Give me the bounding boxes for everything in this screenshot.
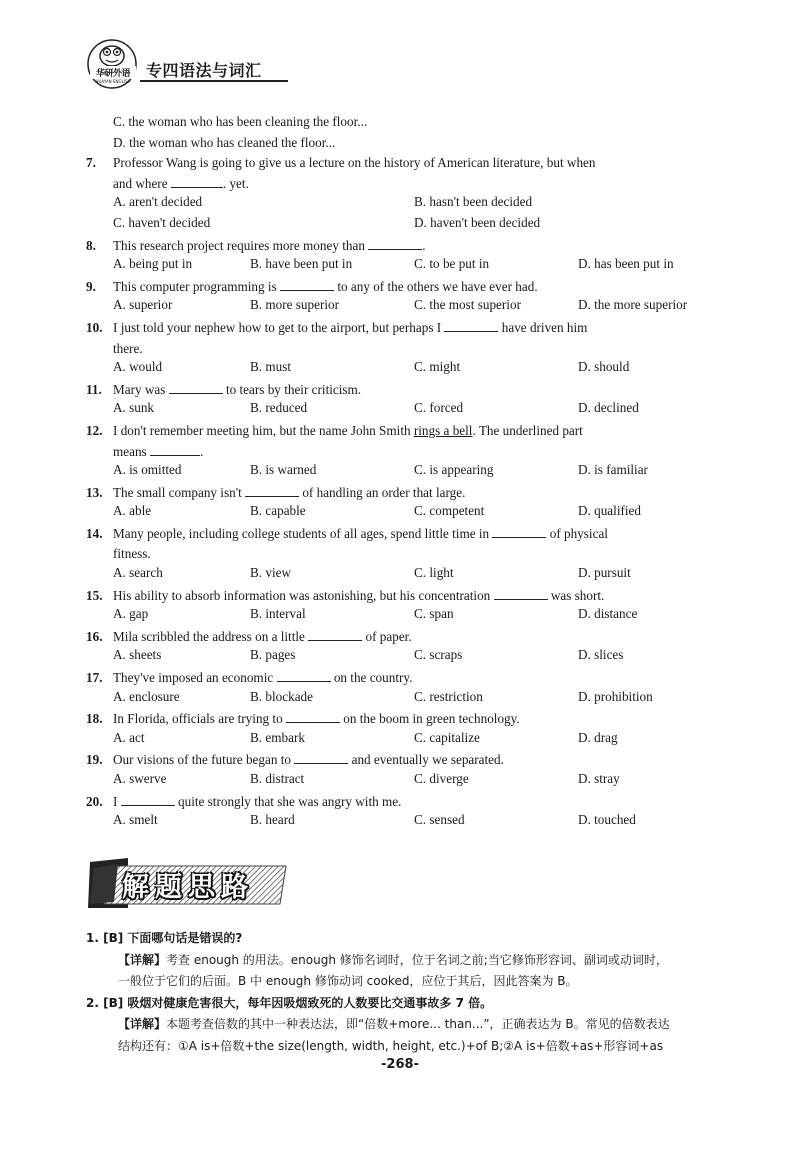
stem-text: yet. (229, 175, 249, 191)
answer-detail: 结构还有：①A is+倍数+the size(length, width, height, etc.)+of B;②A is+倍数+as+形容词+as (118, 1038, 664, 1053)
answer-explanations (86, 928, 736, 1057)
option-c: C. capitalize (414, 729, 480, 745)
question-stem (86, 483, 736, 504)
question-stem (86, 153, 736, 174)
question-stem (86, 380, 736, 401)
logo-text: 华研外语 (90, 66, 136, 79)
underlined-phrase: rings a bell (413, 422, 473, 438)
stem-text: . The underlined part (472, 422, 583, 438)
option-c: C. forced (414, 400, 464, 416)
stem-text: This research project requires more money than (113, 237, 365, 253)
stem-text: Mila scribbled the address on a little (113, 628, 305, 644)
question-stem (86, 524, 736, 545)
stem-text: I don't remember meeting him, but the name John Smith (113, 422, 411, 438)
answer-question: 吸烟对健康危害很大，每年因吸烟致死的人数要比交通事故多 7 倍。 (127, 995, 493, 1010)
option-c: C. diverge (414, 771, 469, 786)
option-b: B. pages (250, 647, 296, 663)
stem-text: In Florida, officials are trying to (113, 711, 283, 727)
question-number: 10. (86, 319, 103, 335)
option-a: A. swerve (113, 771, 167, 786)
question-number: 14. (86, 525, 103, 541)
option-c: C. sensed (414, 812, 465, 828)
options-row (86, 462, 736, 483)
answer-heading (86, 993, 736, 1015)
question-stem (86, 236, 736, 257)
option-d: D. slices (578, 647, 624, 663)
option-b: B. must (250, 359, 292, 375)
option-a: A. is omitted (113, 462, 182, 478)
stem-text: of paper. (365, 628, 412, 644)
option-b: B. is warned (250, 462, 317, 478)
answer-blank (294, 751, 348, 764)
options-row (86, 647, 736, 668)
question-stem (86, 792, 736, 813)
option-c: C. restriction (414, 688, 483, 704)
stem-text: and eventually we separated. (351, 752, 504, 768)
stem-text: was short. (550, 587, 605, 603)
question-stem (86, 318, 736, 339)
stem-text: His ability to absorb information was astonishing, but his concentration (113, 587, 491, 603)
option-b: B. distract (250, 771, 305, 786)
options-row (86, 194, 736, 215)
stem-text: Professor Wang is going to give us a lecture on the history of American literature, but when (113, 155, 596, 171)
options-row (86, 565, 736, 586)
stem-text: I (113, 793, 118, 809)
option-d: D. should (578, 359, 630, 375)
detail-label: 【详解】 (118, 1017, 167, 1031)
option-d: D. is familiar (578, 462, 648, 478)
options-row (86, 297, 736, 318)
option-a: A. gap (113, 606, 149, 622)
option-d: D. pursuit (578, 565, 631, 581)
question-stem (86, 586, 736, 607)
answer-number: 1. (86, 931, 99, 945)
stem-text: This computer programming is (113, 278, 277, 294)
stem-text: They've imposed an economic (113, 670, 274, 686)
answer-blank (150, 443, 200, 456)
question-number: 17. (86, 670, 103, 686)
answer-detail (86, 950, 736, 972)
answer-blank (169, 381, 223, 394)
option-d: D. the more superior (578, 297, 688, 313)
question-stem (86, 750, 736, 771)
question-stem (86, 277, 736, 298)
logo-subtext: HUAYAN ENGLISH (95, 79, 131, 84)
answer-blank (280, 278, 334, 291)
question-number: 12. (86, 422, 103, 438)
answer-number: 2. (86, 995, 99, 1010)
option-d: D. drag (578, 729, 618, 745)
option-d: D. declined (578, 400, 639, 416)
option-d: D. prohibition (578, 688, 653, 704)
options-row (86, 503, 736, 524)
stem-text: I just told your nephew how to get to the airport, but perhaps I (113, 319, 442, 335)
option-d: D. has been put in (578, 256, 674, 272)
answer-blank (286, 710, 340, 723)
option-a: A. aren't decided (113, 194, 203, 210)
option-a: A. sheets (113, 647, 162, 663)
answer-detail: 一般位于它们的后面。B 中 enough 修饰动词 cooked，应位于其后，因此答案为 B。 (118, 974, 578, 988)
option-b: B. reduced (250, 400, 308, 416)
question-number: 9. (86, 278, 96, 294)
option-line: D. the woman who has cleaned the floor... (113, 134, 336, 150)
option-a: A. superior (113, 297, 173, 313)
section-title: 解题思路 (122, 872, 254, 903)
question-number: 13. (86, 484, 103, 500)
question-stem (86, 709, 736, 730)
detail-label: 【详解】 (118, 952, 167, 967)
question-number: 19. (86, 752, 103, 768)
options-row (86, 215, 736, 236)
question-number: 16. (86, 628, 103, 644)
section-banner (88, 858, 288, 908)
options-row (86, 771, 736, 792)
option-b: B. view (250, 565, 292, 581)
answer-blank (492, 525, 546, 538)
question-number: 18. (86, 711, 103, 727)
option-a: A. able (113, 503, 152, 519)
stem-text: The small company isn't (113, 484, 242, 500)
option-d: D. touched (578, 812, 636, 828)
book-title: 专四语法与词汇 (146, 61, 262, 80)
option-a: A. sunk (113, 400, 155, 416)
option-c: C. haven't decided (113, 214, 211, 230)
answer-blank (171, 175, 223, 188)
options-row (86, 359, 736, 380)
stem-text: Many people, including college students of all ages, spend little time in (113, 525, 490, 541)
stem-text: to any of the others we have ever had. (337, 278, 538, 294)
question-stem-cont: fitness. (113, 546, 151, 562)
stem-text: to tears by their criticism. (225, 381, 362, 397)
option-c: C. competent (414, 503, 485, 519)
detail-text: 本题考查倍数的其中一种表达法，即“倍数+more... than...”，正确表达为 B。常见的倍数表达 (166, 1017, 670, 1031)
answer-heading (86, 928, 736, 950)
question-number: 15. (86, 587, 103, 603)
question-number: 11. (86, 381, 102, 397)
question-stem (86, 627, 736, 648)
option-c: C. span (414, 606, 454, 622)
option-c: C. scraps (414, 647, 463, 663)
question-list (86, 112, 736, 833)
stem-text: . (422, 237, 426, 253)
option-c: C. the most superior (414, 297, 521, 313)
option-b: B. heard (250, 812, 295, 828)
option-d: D. qualified (578, 503, 641, 519)
answer-blank (494, 587, 548, 600)
option-a: A. search (113, 565, 163, 581)
page-header (86, 36, 286, 96)
options-row (86, 256, 736, 277)
options-row (86, 606, 736, 627)
answer-blank (121, 793, 175, 806)
stem-text: means (113, 443, 147, 459)
option-d: D. haven't been decided (414, 214, 541, 230)
stem-text: quite strongly that she was angry with me. (178, 793, 402, 809)
option-c: C. light (414, 565, 454, 581)
stem-text: of handling an order that large. (302, 484, 466, 500)
option-c: C. might (414, 359, 461, 375)
option-a: A. smelt (113, 812, 158, 828)
options-row (86, 730, 736, 751)
page-number: -268- (381, 1057, 419, 1072)
option-c: C. is appearing (414, 462, 494, 478)
answer-blank (277, 669, 331, 682)
stem-text: of physical (549, 525, 608, 541)
option-b: B. more superior (250, 297, 339, 313)
option-a: A. being put in (113, 256, 193, 272)
question-stem-cont: and where . yet. (113, 175, 249, 191)
option-a: A. would (113, 359, 163, 375)
stem-text: Mary was (113, 381, 166, 397)
options-row (86, 400, 736, 421)
question-stem (86, 421, 736, 442)
stem-text: and where (113, 175, 168, 191)
answer-blank (444, 319, 498, 332)
stem-text: on the boom in green technology. (343, 711, 520, 727)
stem-text: have driven him (501, 319, 588, 335)
option-b: B. blockade (250, 688, 313, 704)
question-number: 7. (86, 155, 96, 171)
question-stem (86, 668, 736, 689)
option-d: D. distance (578, 606, 638, 622)
question-stem-cont: there. (113, 340, 143, 356)
answer-key: [B] (103, 995, 124, 1010)
option-a: A. act (113, 729, 145, 745)
question-stem-cont (86, 442, 736, 463)
option-a: A. enclosure (113, 688, 180, 704)
option-b: B. hasn't been decided (414, 194, 533, 210)
option-b: B. interval (250, 606, 306, 622)
option-line: C. the woman who has been cleaning the floor... (113, 114, 368, 129)
option-c: C. to be put in (414, 256, 490, 272)
option-b: B. embark (250, 729, 305, 745)
header-rule (140, 80, 288, 82)
detail-text: 考查 enough 的用法。enough 修饰名词时，位于名词之前;当它修饰形容词、副词或动词时， (166, 952, 668, 967)
stem-text: . (200, 443, 204, 459)
question-number: 8. (86, 237, 96, 253)
options-row (86, 812, 736, 833)
stem-text: Our visions of the future began to (113, 752, 291, 768)
answer-blank (245, 484, 299, 497)
answer-detail (86, 1014, 736, 1036)
answer-question: 下面哪句话是错误的? (127, 931, 243, 945)
answer-blank (368, 237, 422, 250)
stem-text: on the country. (333, 670, 413, 686)
option-b: B. capable (250, 503, 306, 519)
options-row (86, 689, 736, 710)
answer-key: [B] (103, 931, 124, 945)
option-b: B. have been put in (250, 256, 353, 272)
answer-blank (308, 628, 362, 641)
option-d: D. stray (578, 771, 620, 786)
question-number: 20. (86, 793, 103, 809)
